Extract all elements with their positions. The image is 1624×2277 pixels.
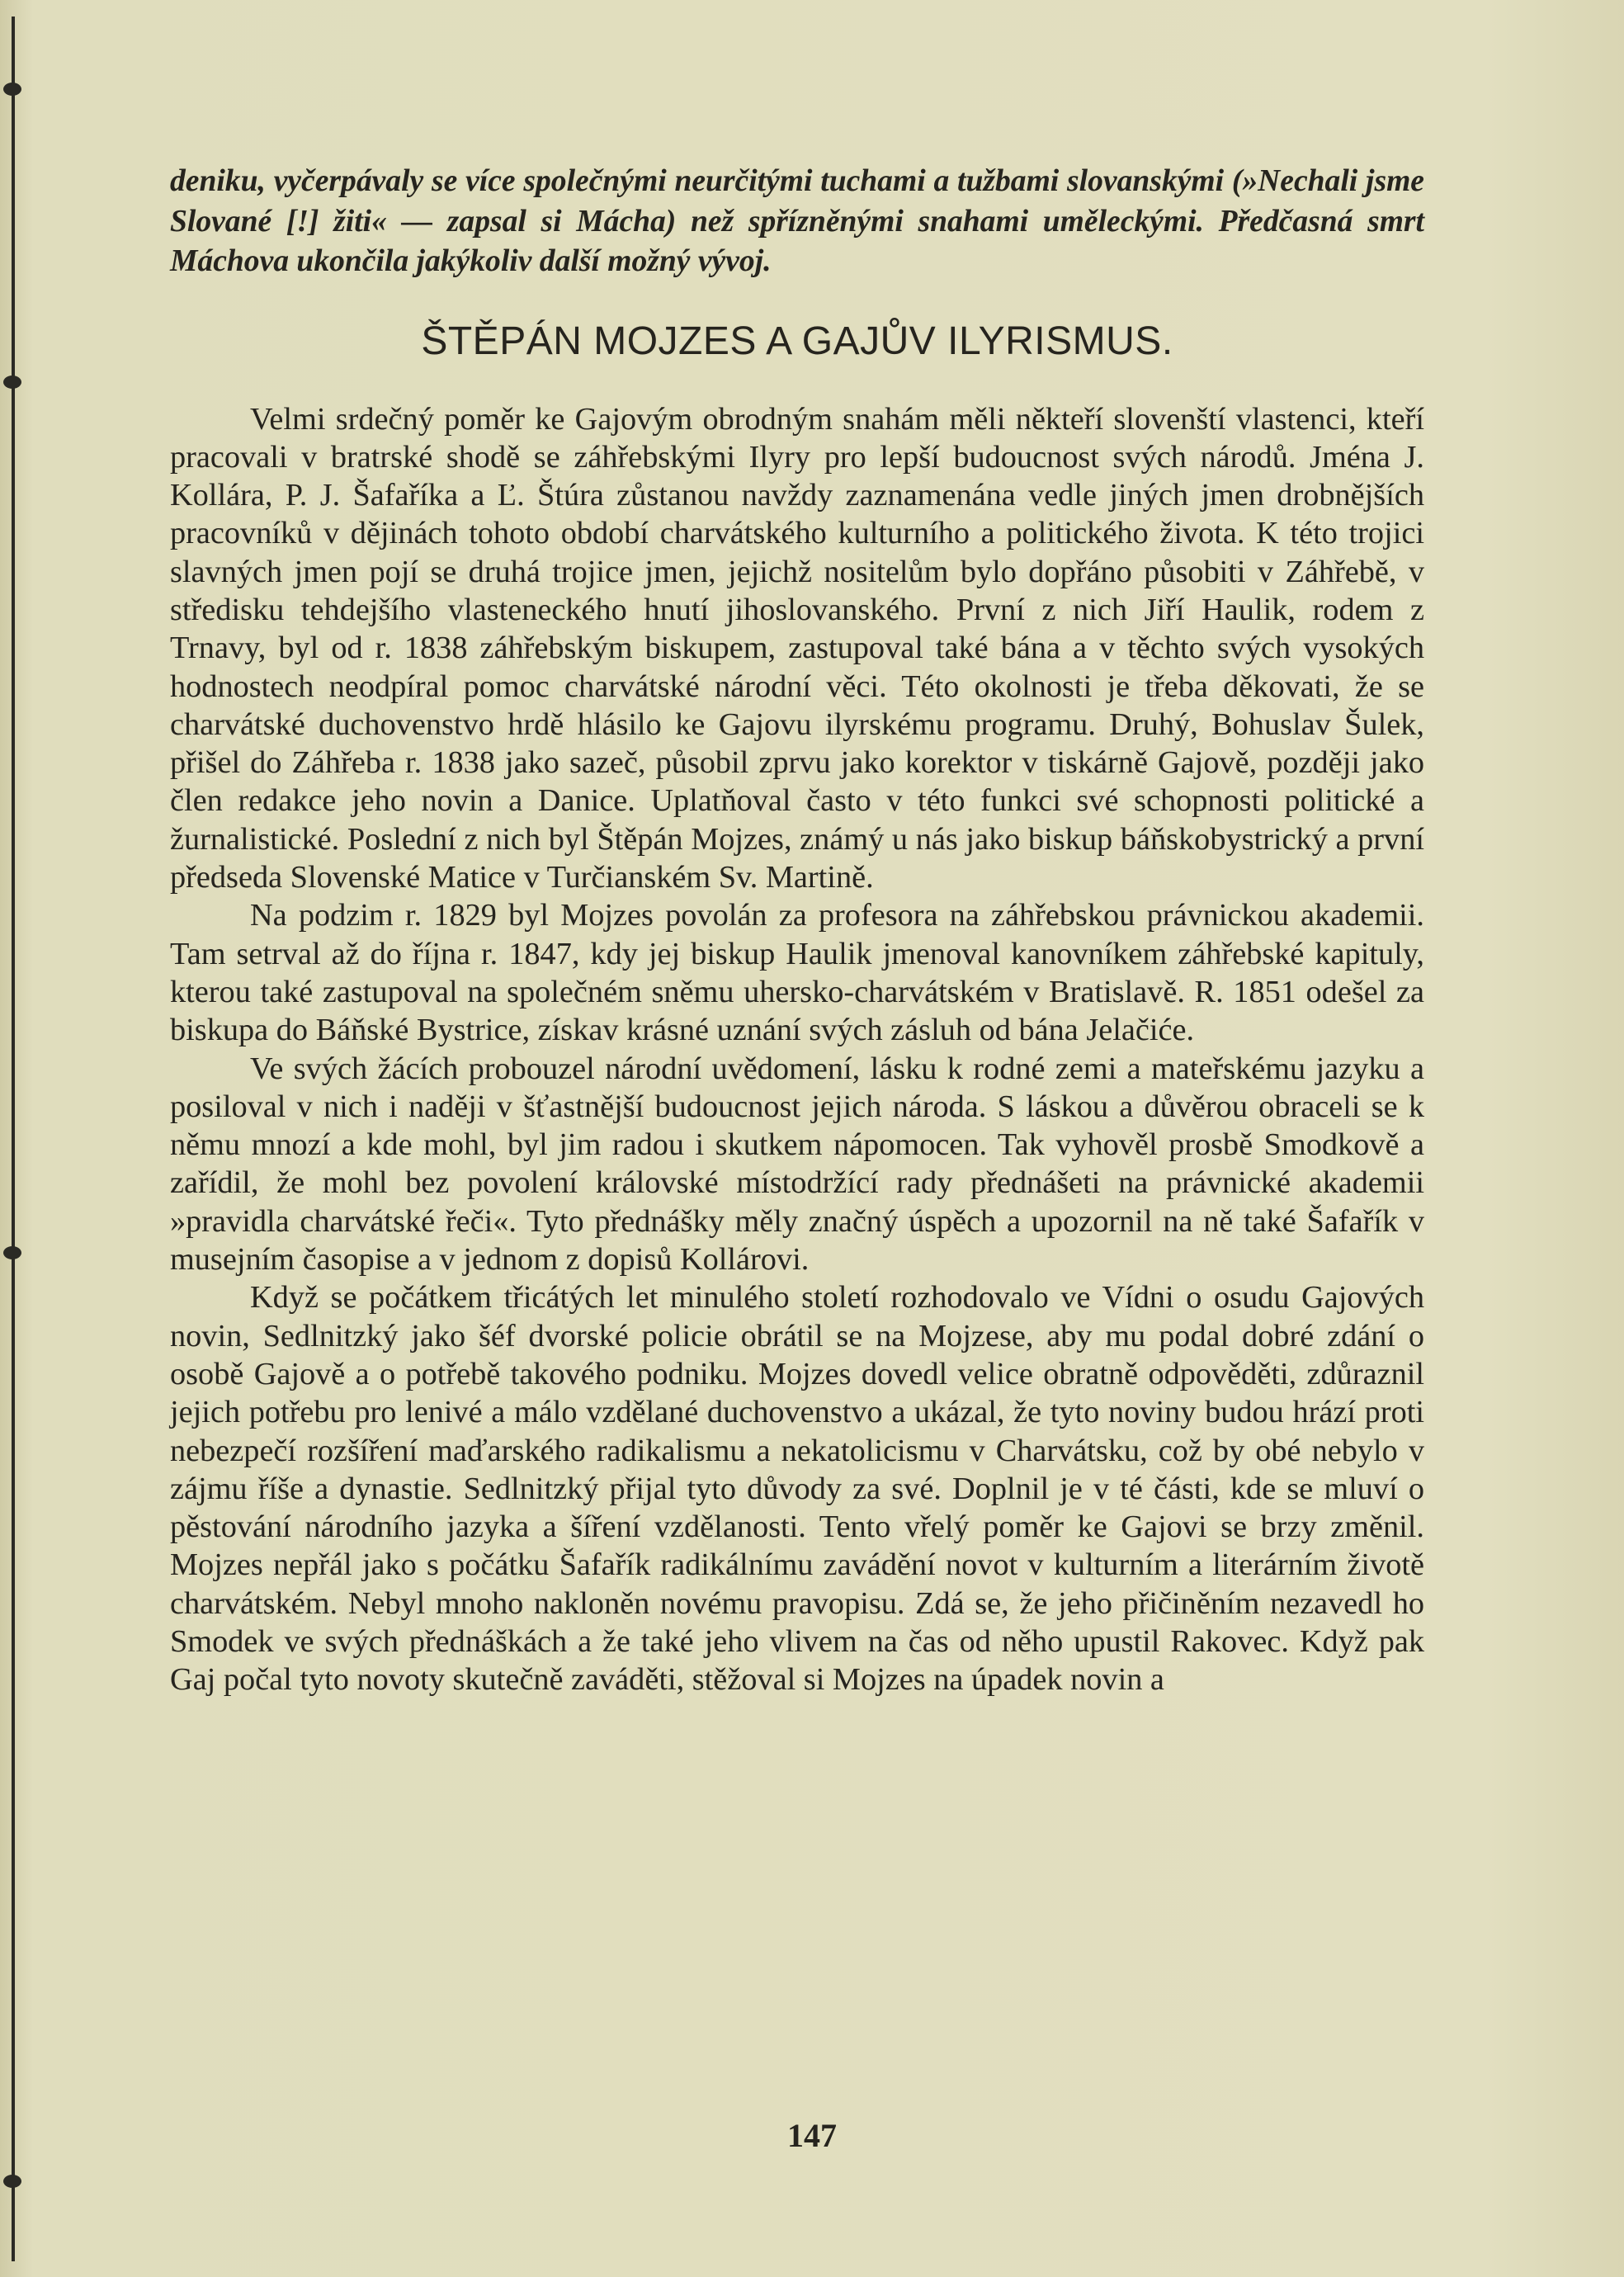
paragraph: Velmi srdečný poměr ke Gajovým obrodným snahám měli někteří slovenští vlastenci, kteří pracovali v bratrské shodě se záhřebskými Ilyry pro lepší budoucnost svých národů. Jména J. Kollára, P. J. Šafaříka a Ľ. Štúra zůstanou navždy zaznamenána vedle jiných jmen drobnějších pracovníků v dějinách tohoto období charvátského kulturního a politického života. K této trojici slavných jmen pojí se druhá trojice jmen, jejichž nositelům bylo dopřáno působiti v Záhřebě, v středisku tehdejšího vlasteneckého hnutí jihoslovanského. První z nich Jiří Haulik, rodem z Trnavy, byl od r. 1838 záhřebským biskupem, zastupoval také bána a v těchto svých vysokých hodnostech neodpíral pomoc charvátské národní věci. Této okolnosti je třeba děkovati, že se charvátské duchovenstvo hrdě hlásilo ke Gajovu ilyrskému programu. Druhý, Bohuslav Šulek, přišel do Záhřeba r. 1838 jako sazeč, působil zprvu jako korektor v tiskárně Gajově, později jako člen redakce jeho novin a Danice. Uplatňoval často v této funkci své schopnosti politické a žurnalistické. Poslední z nich byl Štěpán Mojzes, známý u nás jako biskup báňskobystrický a první předseda Slovenské Matice v Turčianském Sv. Martině.: [170, 401, 1424, 895]
section-heading: ŠTĚPÁN MOJZES A GAJŮV ILYRISMUS.: [421, 319, 1173, 363]
body-text: [170, 400, 1424, 1699]
page-number: 147: [787, 2117, 837, 2154]
paragraph: Na podzim r. 1829 byl Mojzes povolán za profesora na záhřebskou právnickou akademii. Tam setrval až do října r. 1847, kdy jej biskup Haulik jmenoval kanovníkem záhřebské kapituly, kterou také zastupoval na společném sněmu uhersko-charvátském v Bratislavě. R. 1851 odešel za biskupa do Báňské Bystrice, získav krásné uznání svých zásluh od bána Jelačiće.: [170, 898, 1424, 1048]
paragraph: Ve svých žácích probouzel národní uvědomení, lásku k rodné zemi a mateřskému jazyku a posiloval v nich i naději v šťastnější budoucnost jejich národa. S láskou a důvěrou obraceli se k němu mnozí a kde mohl, byl jim radou i skutkem nápomocen. Tak vyhověl prosbě Smodkově a zařídil, že mohl bez povolení královské místodržící rady přednášeti na právnické akademii »pravidla charvátské řeči«. Tyto přednášky měly značný úspěch a upozornil na ně také Šafařík v musejním časopise a v jednom z dopisů Kollárovi.: [170, 1051, 1424, 1278]
binding-mark: [3, 83, 21, 96]
intro-paragraph: deniku, vyčerpávaly se více společnými neurčitými tuchami a tužbami slovanskými (»Nechali jsme Slované [!] žiti« — zapsal si Mácha) než spřízněnými snahami uměleckými. Předčasná smrt Máchova ukončila jakýkoliv další možný vývoj.: [170, 164, 1424, 278]
page-content: [170, 162, 1424, 1699]
paragraph: Když se počátkem třicátých let minulého století rozhodovalo ve Vídni o osudu Gajových novin, Sedlnitzký jako šéf dvorské policie obrátil se na Mojzese, aby mu podal dobré zdání o osobě Gajově a o potřebě takového podniku. Mojzes dovedl velice obratně odpověděti, zdůraznil jejich potřebu pro lenivé a málo vzdělané duchovenstvo a ukázal, že tyto noviny budou hrází proti nebezpečí rozšíření maďarského radikalismu a nekatolicismu v Charvátsku, což by obé nebylo v zájmu říše a dynastie. Sedlnitzký přijal tyto důvody za své. Doplnil je v té části, kde se mluví o pěstování národního jazyka a šíření vzdělanosti. Tento vřelý poměr ke Gajovi se brzy změnil. Mojzes nepřál jako s počátku Šafařík radikálnímu zavádění novot v kulturním a literárním životě charvátském. Nebyl mnoho nakloněn novému pravopisu. Zdá se, že jeho přičiněním nezavedl ho Smodek ve svých přednáškách a že také jeho vlivem na čas od něho upustil Rakovec. Když pak Gaj počal tyto novoty skutečně zaváděti, stěžoval si Mojzes na úpadek novin a: [170, 1280, 1424, 1698]
binding-mark: [3, 2175, 21, 2188]
binding-edge: [12, 17, 15, 2261]
binding-mark: [3, 376, 21, 389]
binding-mark: [3, 1246, 21, 1259]
